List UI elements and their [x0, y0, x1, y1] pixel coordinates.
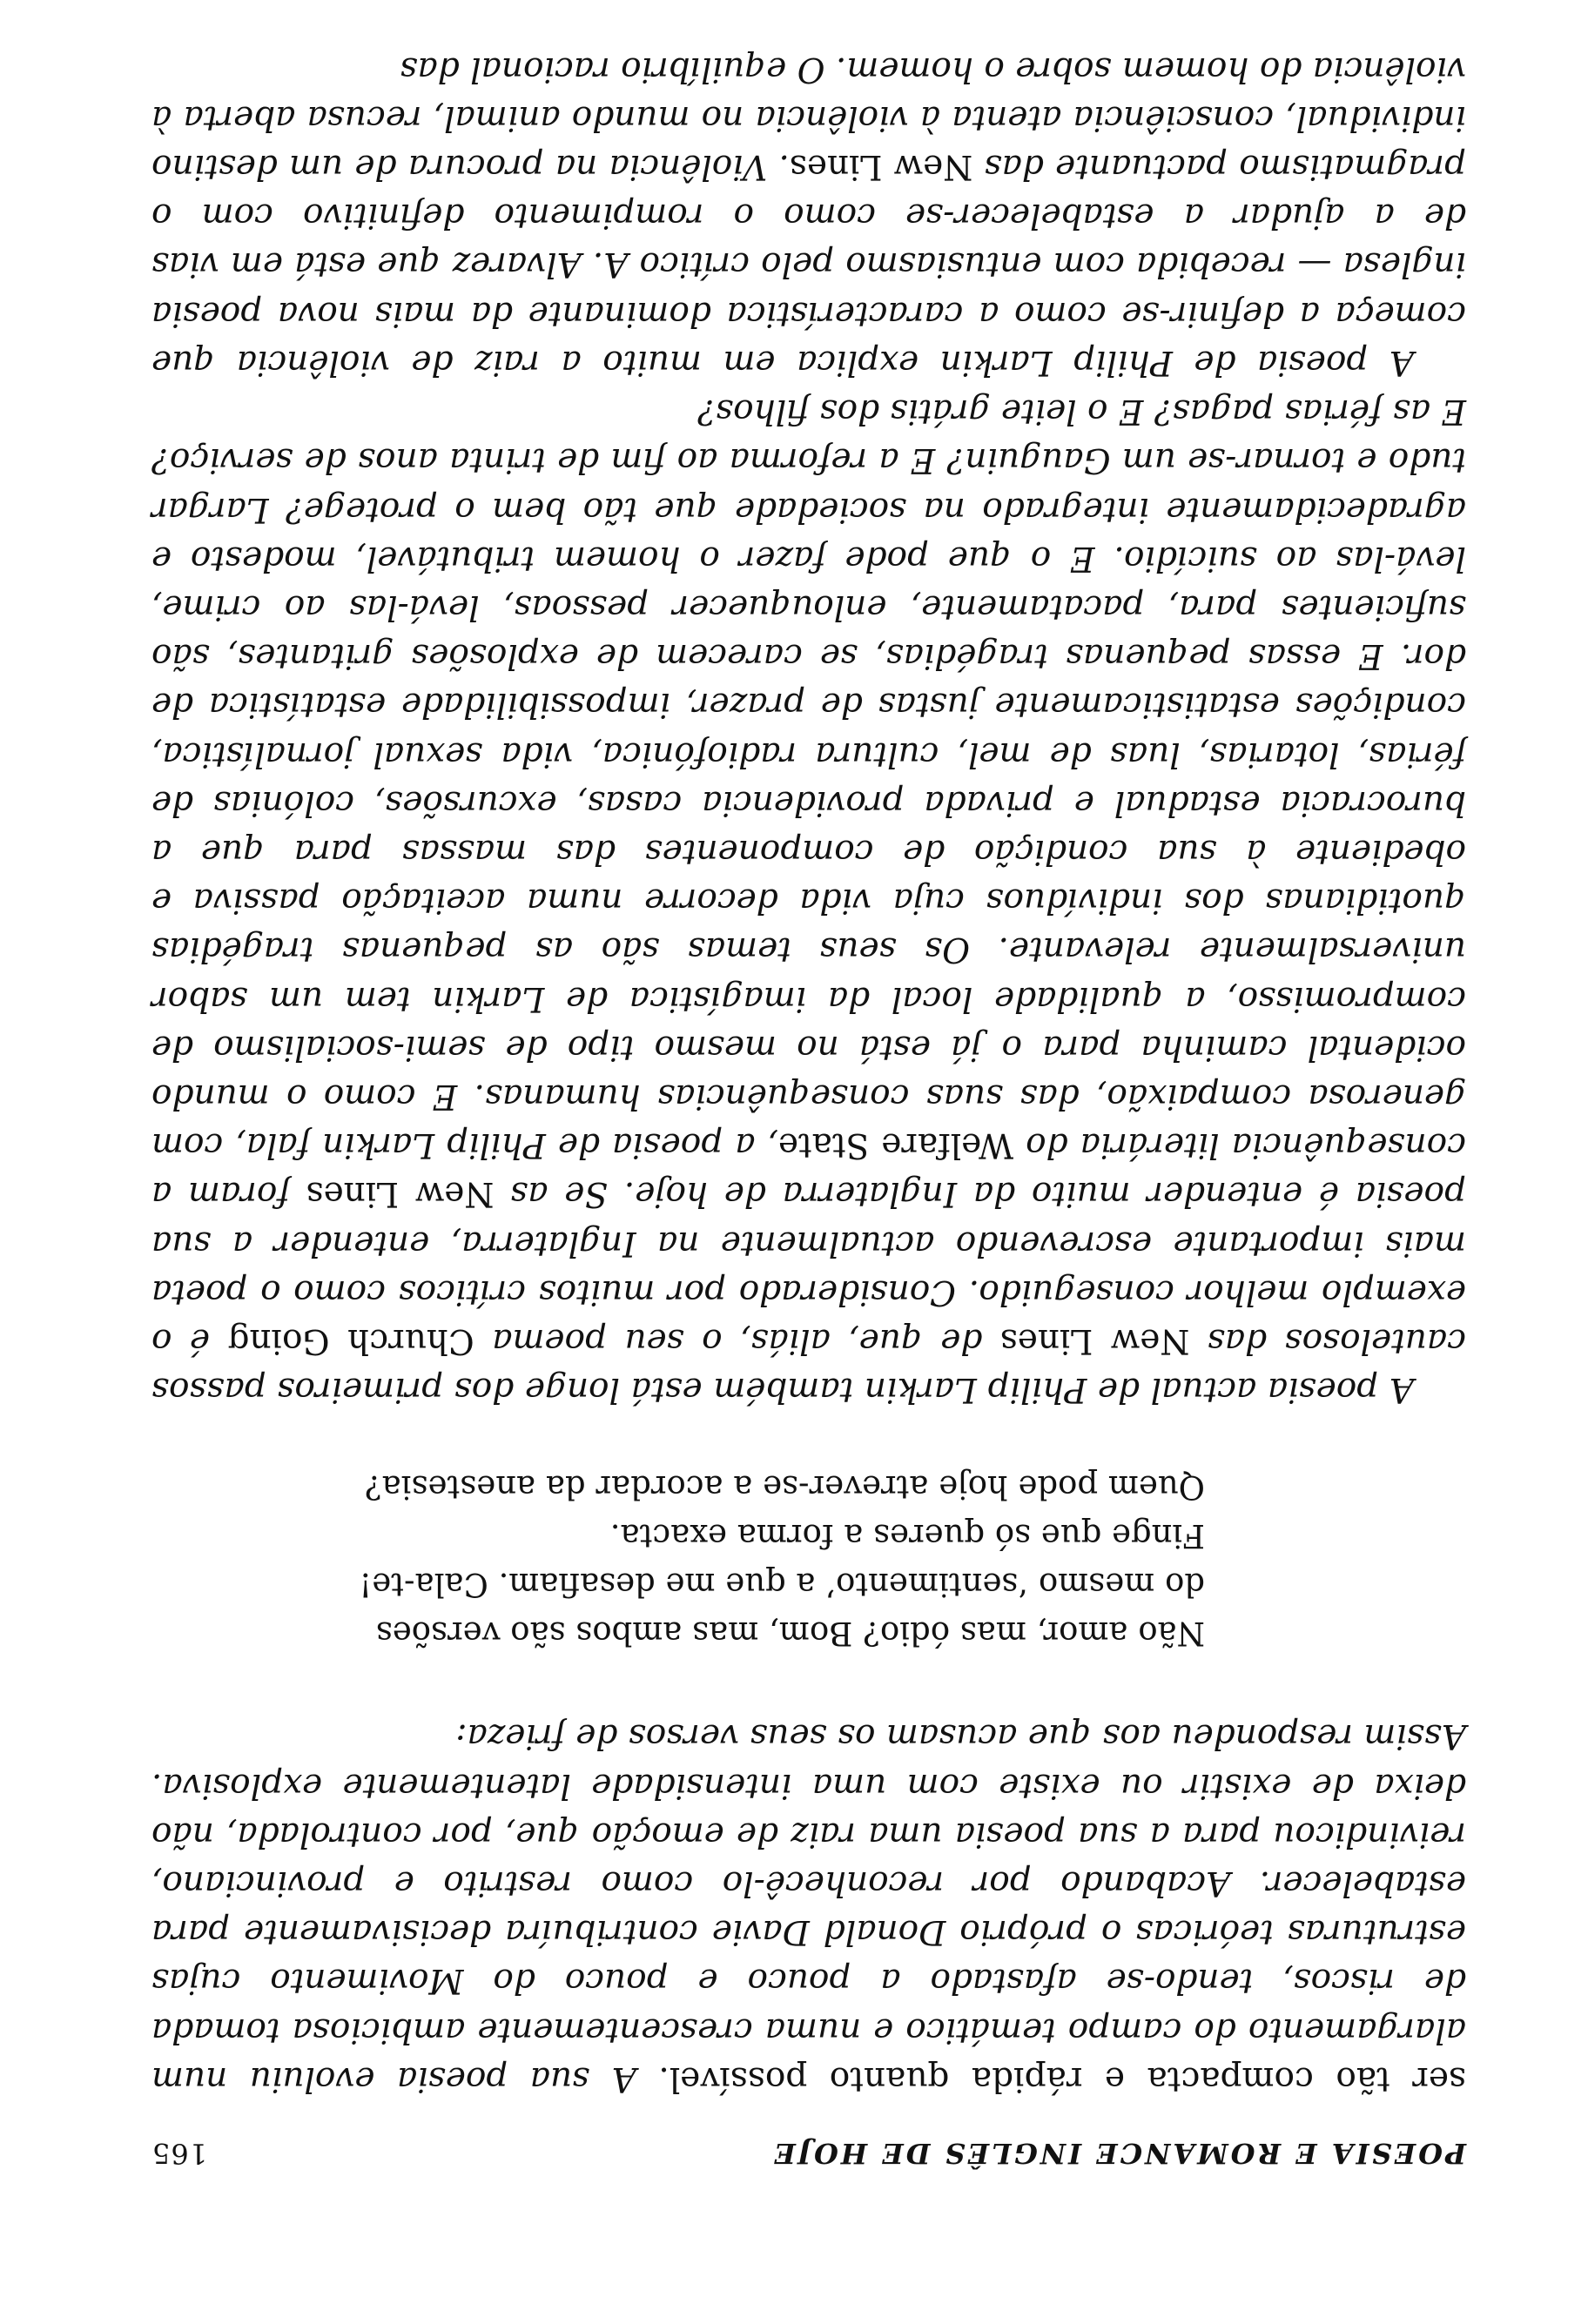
poem-line: Finge que só queres a forma exacta. — [609, 1517, 1205, 1555]
text-segment: A poesia de Philip Larkin explica em muito a raiz de violência que começa a definir-se como a característica dominante da mais nova poesia inglesa — recebida com entusiasmo pelo crítico A. Alvarez que está em vias de a ajudar a estabelecer-se como o rompimento definitivo com o pragmatismo pactuante das — [151, 147, 1466, 382]
running-title: POESIA E ROMANCE INGLÊS DE HOJE — [771, 2137, 1466, 2170]
paragraph-2 — [151, 386, 1466, 1414]
text-segment: A sua poesia evoluiu num alargamento do campo temático e numa crescentemente ambiciosa tomada de riscos, tendo-se afastado a pouco e pouco do Movimento cujas estruturas teóricas o próprio Donald Davie contribuíra decisivamente para estabelecer. Acabando por reconhecê-lo como restrito e provinciano, reivindicou para a sua poesia uma raiz de emoção que, por controlada, não deixa de existir ou existe com uma intensidade latentemente explosiva. Assim respondeu aos que acusam os seus versos de frieza: — [151, 1716, 1466, 2099]
text-segment: New Lines — [999, 1320, 1190, 1360]
text-segment: A poesia actual de Philip Larkin também está longe dos primeiros passos cautelosos das — [151, 1320, 1466, 1410]
running-header — [151, 2129, 1466, 2178]
text-segment: foram a consequência literária do — [151, 1125, 1466, 1214]
page-number: 165 — [151, 2137, 208, 2170]
paragraph-3 — [151, 44, 1466, 386]
text-segment: Church Going — [227, 1320, 474, 1360]
page-content — [151, 44, 1466, 2178]
poem-line: Não amor, mas ódio? Bom, mas ambos são versões — [375, 1615, 1205, 1653]
text-segment: Welfare State — [777, 1125, 1014, 1165]
text-segment: . Violência na procura de um destino individual, consciência atenta à violência no mundo animal, recusa aberta à violência do homem sobre o homem. O equilíbrio racional das — [151, 49, 1466, 187]
text-segment: New Lines — [789, 147, 973, 187]
text-segment: , a poesia de Philip Larkin fala, com generosa compaixão, das suas consequências humanas. E como o mundo ocidental caminha para o já está no mesmo tipo de semi-socialismo de compromisso, a qualidade local da imagística de Larkin tem um sabor universalmente relevante. Os seus temas são as pequenas tragédias quotidianas dos indivíduos cuja vida decorre numa aceitação passiva e obediente à sua condição de componentes das massas para que a burocracia estadual e privada providencia casas, excursões, colónias de férias, lotarias, luas de mel, cultura radiofónica, vida sexual jornalística, condições estatisticamente justas de prazer, impossibilidade estatística de dor. E essas pequenas tragédias, se carecem de explosões gritantes, são suficientes para, pacatamente, enlouquecer pessoas, levá-las ao crime, levá-las ao suicídio. E o que pode fazer o homem tributável, modesto e agradecidamente integrado na sociedade que tão bem o protege? Largar tudo e tornar-se um Gauguin? E a reforma ao fim de trinta anos de serviço? E as férias pagas? E o leite grátis dos filhos? — [151, 392, 1466, 1165]
text-segment: é o exemplo melhor conseguido. Considerado por muitos críticos como o poeta mais importante escrevendo actualmente na Inglaterra, entender a sua poesia é entender muito da Inglaterra de hoje. Se as — [151, 1174, 1466, 1360]
text-segment: de que, aliás, o seu poema — [474, 1320, 1000, 1360]
poem-quote — [151, 1462, 1205, 1657]
poem-line: do mesmo ‘sentimento’ a que me desafiam. Cala-te! — [359, 1566, 1205, 1604]
paragraph-1 — [151, 1711, 1466, 2103]
poem-line: Quem pode hoje atrever-se a acordar da anestesia? — [364, 1468, 1205, 1507]
text-segment: New Lines — [306, 1174, 495, 1214]
text-segment: ser tão compacta e rápida quanto possível. — [636, 2059, 1466, 2099]
